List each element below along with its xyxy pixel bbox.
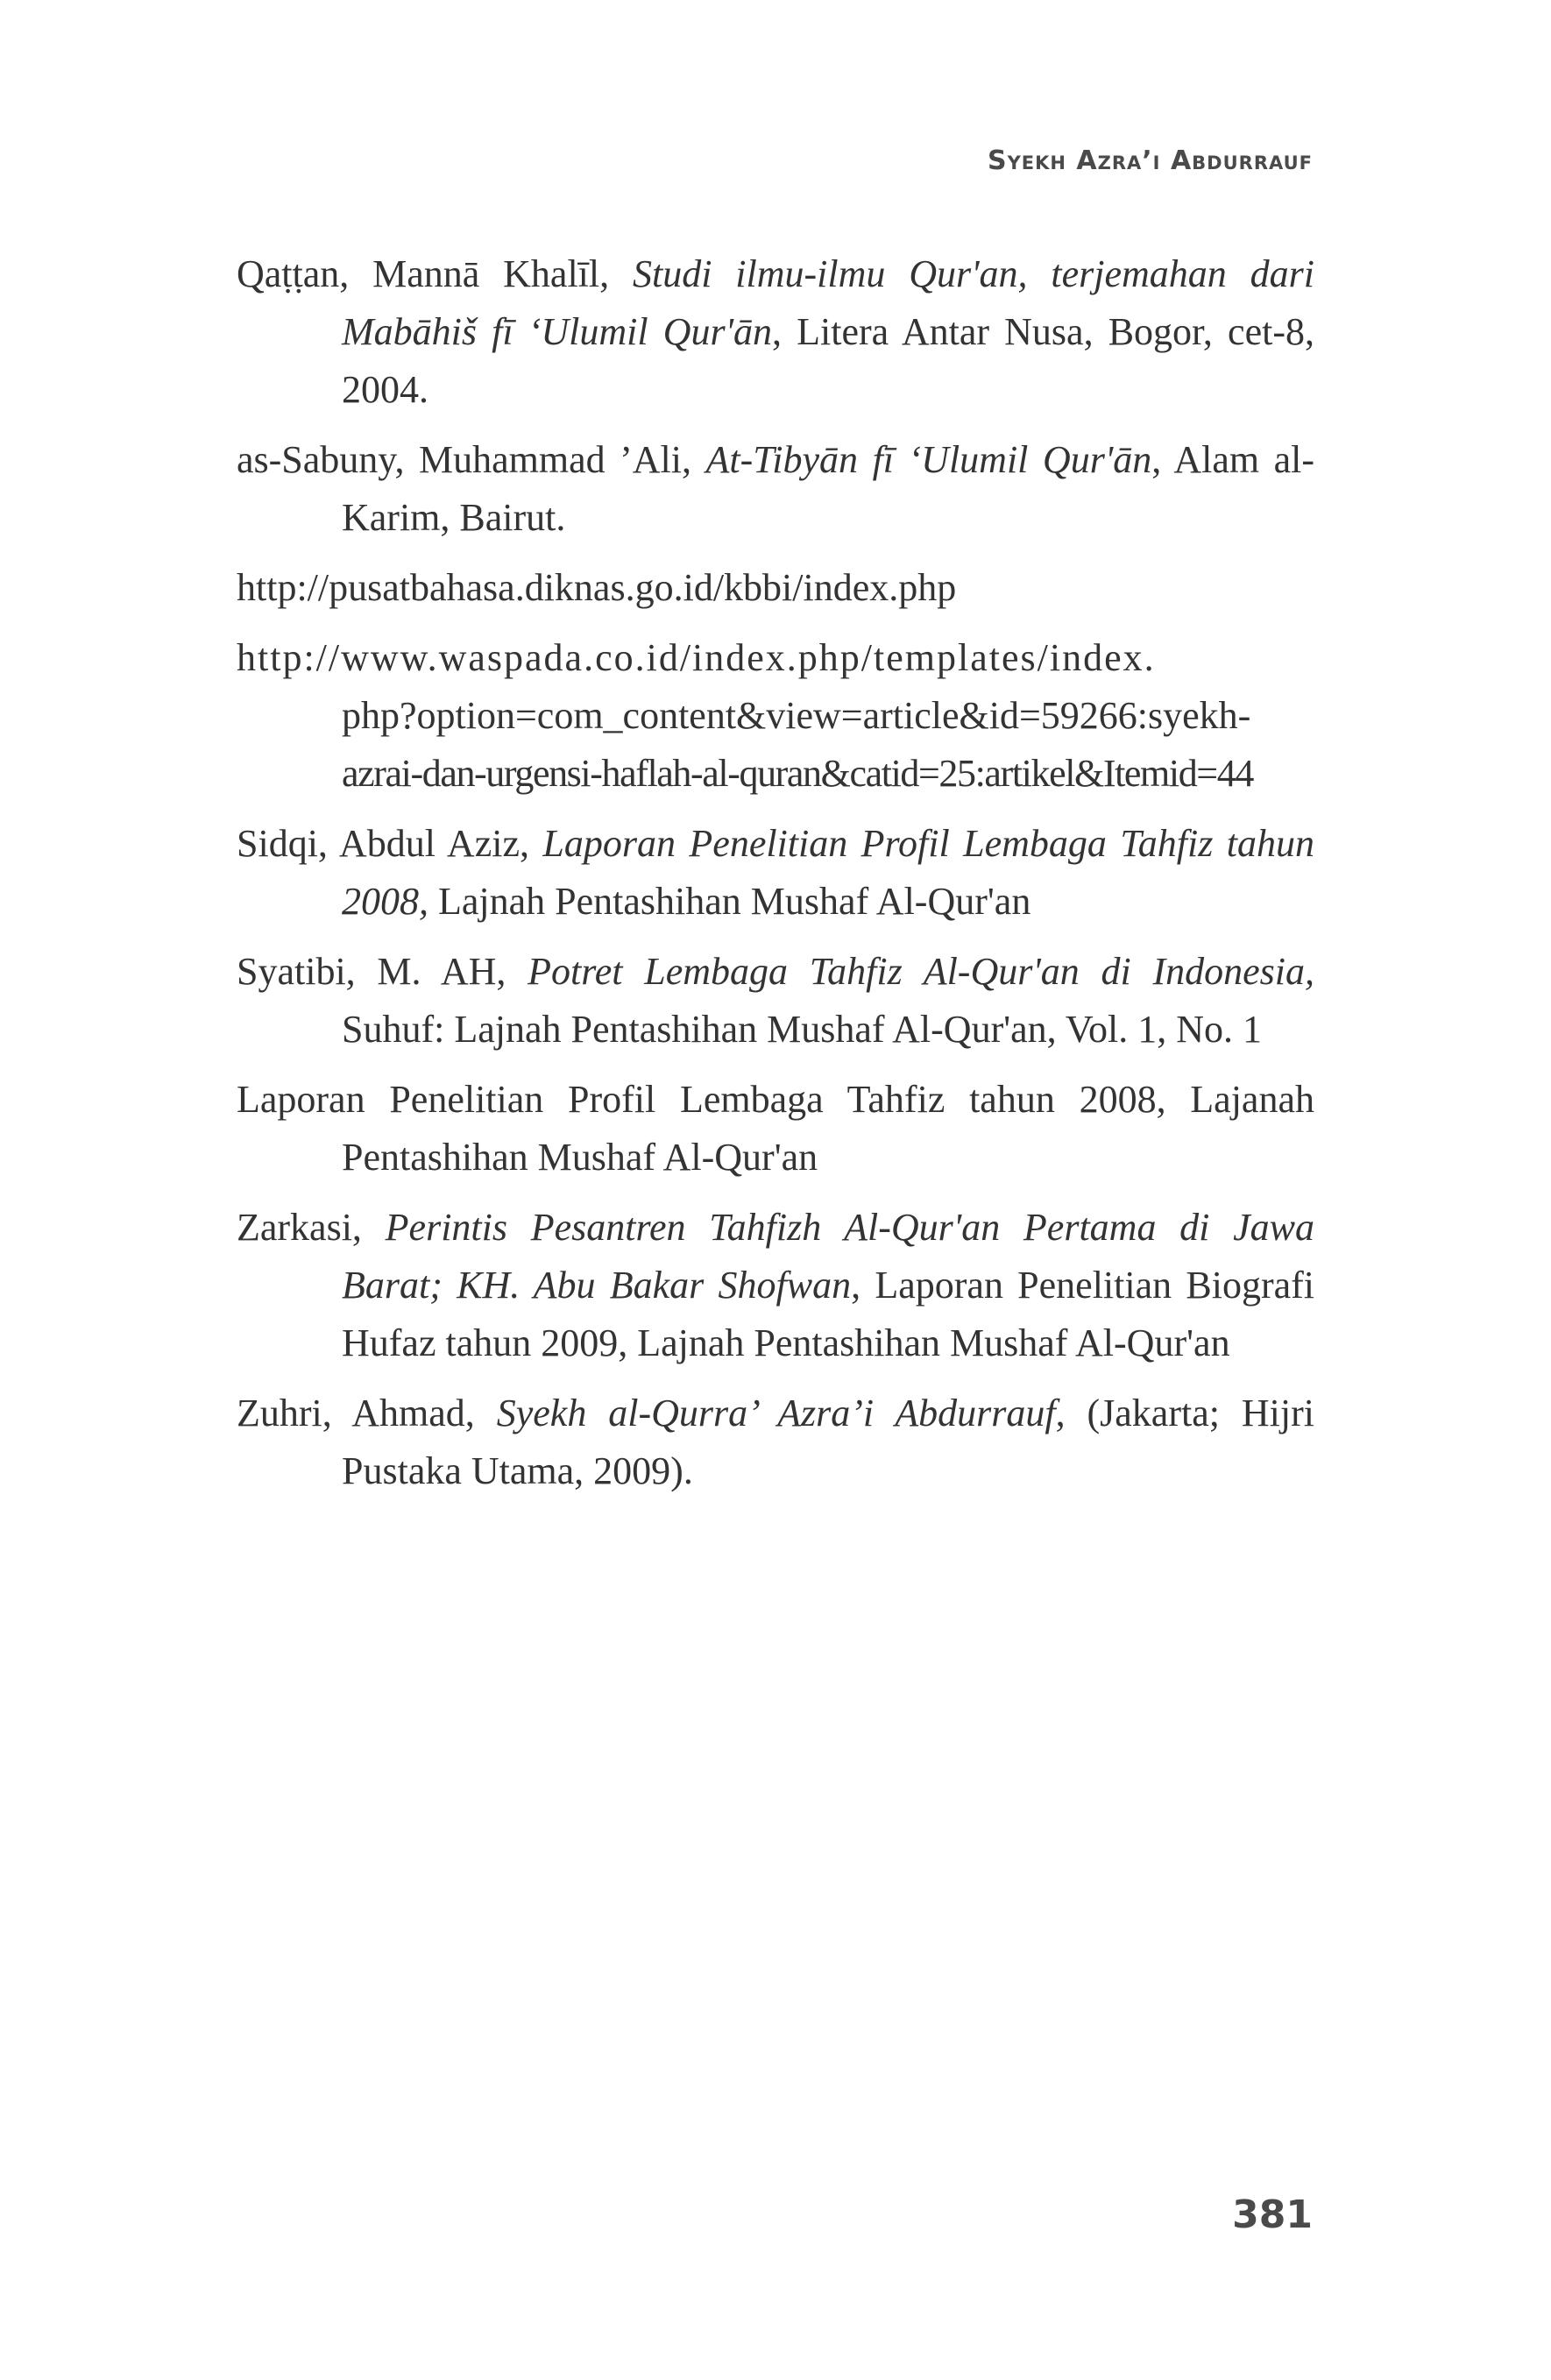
entry-author: as-Sabuny, Muhammad ’Ali, <box>237 438 706 481</box>
bibliography-entry-zuhri <box>237 1385 1314 1500</box>
bibliography-entry-zarkasi <box>237 1199 1314 1372</box>
entry-author: Qaṭṭan, Mannā Khalīl, <box>237 252 633 295</box>
entry-publication: , Laporan Penelitian Biografi Hufaz tahun 2009, Lajnah Pentashihan Mushaf Al-Qur'an <box>342 1264 1314 1364</box>
entry-publication: , Litera Antar Nusa, Bogor, cet-8, 2004. <box>342 310 1314 411</box>
entry-author: Sidqi, Abdul Aziz, <box>237 822 543 865</box>
entry-author: Syatibi, M. AH, <box>237 950 528 993</box>
page-number: 381 <box>1232 2192 1313 2237</box>
entry-author: Zuhri, Ahmad, <box>237 1392 497 1434</box>
bibliography-entry-kbbi-url <box>237 559 1314 617</box>
bibliography-entry-sidqi <box>237 815 1314 931</box>
bibliography-entry-sabuny <box>237 431 1314 547</box>
entry-title: Perintis Pesantren Tahfizh Al-Qur'an Pertama di Jawa Barat; KH. Abu Bakar Shofwan <box>342 1206 1314 1307</box>
bibliography-entry-qattan <box>237 245 1314 419</box>
entry-title: Laporan Penelitian Profil Lembaga Tahfiz tahun 2008, <box>342 822 1314 923</box>
entry-url: http://pusatbahasa.diknas.go.id/kbbi/index.php <box>237 566 957 609</box>
entry-title: Syekh al-Qurra’ Azra’i Abdurrauf <box>496 1392 1056 1434</box>
entry-author: Zarkasi, <box>237 1206 386 1249</box>
entry-publication: , Alam al-Karim, Bairut. <box>342 438 1314 539</box>
entry-url-line-1: http://www.waspada.co.id/index.php/templates/index. <box>237 636 1156 679</box>
entry-publication: , (Jakarta; Hijri Pustaka Utama, 2009). <box>342 1392 1314 1492</box>
bibliography-entry-laporan <box>237 1071 1314 1186</box>
entry-publication: Lajnah Pentashihan Mushaf Al-Qur'an <box>428 880 1031 923</box>
entry-title: Studi ilmu-ilmu Qur'an, terjemahan dari Mabāhiš fī ‘Ulumil Qur'ān <box>342 252 1314 353</box>
entry-url-line-3: azrai-dan-urgensi-haflah-al-quran&catid=25:artikel&Itemid=44 <box>342 752 1253 795</box>
bibliography-entry-syatibi <box>237 943 1314 1059</box>
entry-text: Laporan Penelitian Profil Lembaga Tahfiz tahun 2008, Lajanah Pentashihan Mushaf Al-Qur'an <box>237 1078 1314 1179</box>
entry-publication: Suhuf: Lajnah Pentashihan Mushaf Al-Qur'an, Vol. 1, No. 1 <box>342 1008 1262 1051</box>
entry-url-line-2: php?option=com_content&view=article&id=59266:syekh- <box>342 694 1251 737</box>
running-header: Syekh Azra’i Abdurrauf <box>987 145 1313 176</box>
bibliography-entry-waspada-url <box>237 629 1314 803</box>
entry-title: Potret Lembaga Tahfiz Al-Qur'an di Indonesia, <box>528 950 1314 993</box>
entry-title: At-Tibyān fī ‘Ulumil Qur'ān <box>705 438 1152 481</box>
bibliography-list <box>237 245 1314 1512</box>
